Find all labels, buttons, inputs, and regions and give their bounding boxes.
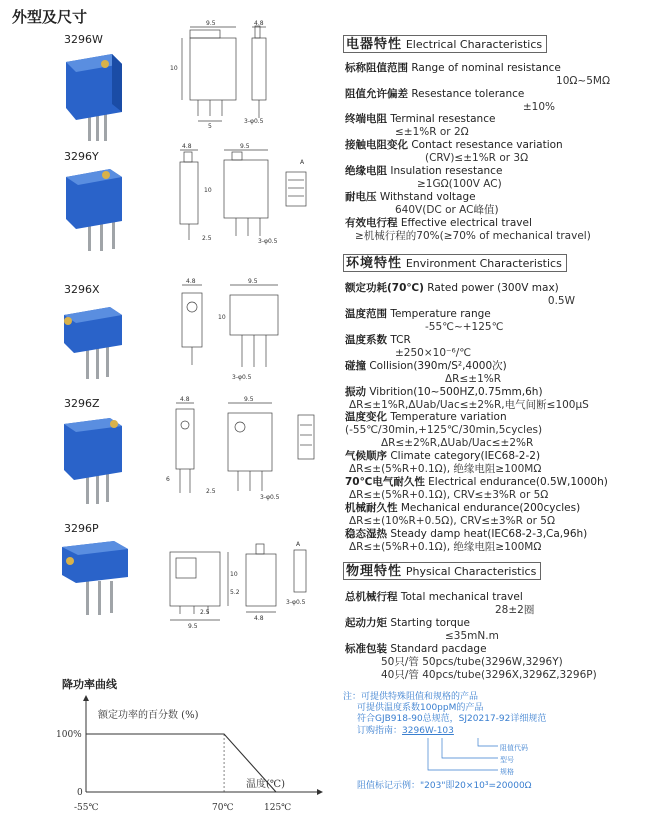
spec-climate-category (345, 450, 541, 476)
dim-width: 9.5 (188, 623, 198, 630)
spec-label-zh: 70℃电气耐久性 (345, 476, 425, 488)
dim-depth: 4.8 (254, 20, 264, 27)
dim-depth: 4.8 (182, 143, 192, 150)
spec-value: ΔR≤±2%R,ΔUab/Uac≤±2%R (381, 437, 534, 449)
physical-head-zh: 物理特性 (346, 564, 403, 579)
dim-pin: 3-φ0.5 (260, 494, 280, 501)
spec-label-en: Range of nominal resistance (411, 62, 561, 74)
spec-label-zh: 有效电行程 (345, 217, 398, 229)
order-guide-label: 订购指南： (357, 726, 403, 736)
environment-head-zh: 环境特性 (346, 256, 403, 271)
environment-section-header (343, 254, 567, 272)
spec-value: ≤35mN.m (445, 630, 499, 642)
spec-label-en: Starting torque (390, 617, 471, 629)
spec-value: ΔR≤±1%R (445, 373, 502, 385)
spec-label-zh: 温度范围 (345, 308, 387, 320)
spec-value: ΔR≤±(5%R+0.1Ω), CRV≤±3%R or 5Ω (349, 489, 549, 501)
dim-pin: 3-φ0.5 (244, 118, 264, 125)
dim-pitch-vertical: 5.2 (230, 589, 240, 596)
spec-label-en: Rated power (300V max) (427, 282, 559, 294)
dim-pin: 3-φ0.5 (232, 374, 252, 381)
spec-standard-package (345, 643, 597, 682)
dim-width: 9.5 (248, 278, 258, 285)
potentiometer-3296p-photo (58, 537, 133, 617)
dimension-drawing-3296p (160, 530, 330, 630)
spec-label-zh: 阻值允许偏差 (345, 88, 408, 100)
spec-label-zh: 标准包装 (345, 643, 387, 655)
legend-resistance-code: 阻值代码 (500, 744, 528, 752)
spec-label-en: Collision(390m/S²,4000次) (369, 360, 507, 372)
spec-vibration (345, 386, 589, 412)
spec-label-en: Resestance tolerance (411, 88, 525, 100)
physical-head-en: Physical Characteristics (405, 565, 537, 578)
spec-value: (CRV)≤±1%R or 3Ω (425, 152, 529, 164)
spec-value: 640V(DC or AC峰值) (395, 204, 499, 216)
potentiometer-3296x-photo (60, 297, 130, 382)
dim-pitch: 2.5 (200, 609, 210, 616)
dim-pitch: 2.5 (206, 488, 216, 495)
spec-label-en: Mechanical endurance(200cycles) (400, 502, 581, 514)
model-label-3296z: 3296Z (64, 397, 100, 410)
spec-label-zh: 耐电压 (345, 191, 377, 203)
potentiometer-3296w-photo (60, 48, 130, 143)
spec-value: ≤±1%R or 2Ω (395, 126, 469, 138)
spec-steady-damp-heat (345, 528, 587, 554)
spec-starting-torque (345, 617, 499, 643)
legend-model: 型号 (500, 756, 514, 764)
dim-height: 10 (218, 314, 226, 321)
spec-label-zh: 温度系数 (345, 334, 387, 346)
spec-collision (345, 360, 507, 386)
dim-width: 9.5 (244, 396, 254, 403)
spec-label-en: Vibrition(10~500HZ,0.75mm,6h) (369, 386, 543, 398)
dim-depth: 4.8 (186, 278, 196, 285)
y-tick-100: 100% (56, 730, 82, 740)
spec-value: ΔR≤±1%R,ΔUab/Uac≤±2%R,电气间断≤100μS (349, 399, 589, 411)
dim-height: 6 (166, 476, 170, 483)
model-label-3296x: 3296X (64, 283, 100, 296)
electrical-section-header (343, 35, 547, 53)
x-tick-125: 125℃ (264, 803, 292, 813)
spec-label-zh: 气候顺序 (345, 450, 387, 462)
spec-value: -55℃~+125℃ (425, 321, 504, 333)
spec-label-en: Withstand voltage (379, 191, 476, 203)
note-line-1: 注：可提供特殊阻值和规格的产品 (343, 692, 479, 702)
spec-condition: (-55℃/30min,+125℃/30min,5cycles) (345, 424, 543, 436)
order-code: 3296W-103 (402, 726, 454, 736)
derating-chart (56, 688, 330, 823)
spec-mechanical-travel (345, 591, 534, 617)
dim-height: 10 (170, 65, 178, 72)
x-tick-minus55: -55℃ (74, 803, 99, 813)
dim-depth: 4.8 (254, 615, 264, 622)
spec-label-zh: 温度变化 (345, 411, 387, 423)
dim-width: 9.5 (206, 20, 216, 27)
dimension-drawing-3296x (160, 275, 310, 387)
spec-temperature-range (345, 308, 503, 334)
spec-terminal-resistance (345, 113, 495, 139)
dim-a-marker: A (300, 159, 305, 166)
spec-label-en: Temperature variation (390, 411, 507, 423)
dim-pitch: 2.5 (202, 235, 212, 242)
resistance-marking-example: 阻值标记示例："203"即20×10³=20000Ω (357, 781, 532, 791)
spec-label-en: Electrical endurance(0.5W,1000h) (428, 476, 608, 488)
spec-value: ±250×10⁻⁶/℃ (395, 347, 472, 359)
spec-value: 10Ω~5MΩ (556, 75, 610, 87)
model-label-3296y: 3296Y (64, 150, 99, 163)
spec-label-en: Effective electrical travel (400, 217, 532, 229)
order-guide (357, 726, 454, 737)
spec-value: ΔR≤±(5%R+0.1Ω), 绝缘电阻≥100MΩ (349, 463, 542, 475)
spec-label-en: Steady damp heat(IEC68-2-3,Ca,96h) (390, 528, 588, 540)
spec-value: 0.5W (547, 295, 575, 307)
dim-pin: 3-φ0.5 (258, 238, 278, 245)
spec-label-zh: 接触电阻变化 (345, 139, 408, 151)
spec-label-en: Contact resestance variation (411, 139, 563, 151)
spec-value: ΔR≤±(5%R+0.1Ω), 绝缘电阻≥100MΩ (349, 541, 542, 553)
spec-nominal-resistance (345, 62, 610, 88)
spec-value: 40只/管 40pcs/tube(3296X,3296Z,3296P) (381, 669, 597, 681)
model-label-3296p: 3296P (64, 522, 99, 535)
spec-value: ±10% (522, 101, 555, 113)
dim-height: 10 (204, 187, 212, 194)
note-line-2: 可提供温度系数100ppM的产品 (357, 703, 484, 713)
environment-head-en: Environment Characteristics (405, 257, 562, 270)
dim-pin: 3-φ0.5 (286, 599, 306, 606)
derating-title: 降功率曲线 (62, 678, 117, 691)
page-title: 外型及尺寸 (12, 8, 88, 26)
potentiometer-3296y-photo (60, 163, 130, 253)
spec-withstand-voltage (345, 191, 499, 217)
dim-pitch: 5 (208, 123, 212, 130)
legend-spec: 规格 (500, 768, 514, 776)
physical-section-header (343, 562, 541, 580)
spec-value: ≥机械行程的70%(≥70% of mechanical travel) (355, 230, 591, 242)
spec-label-en: Total mechanical travel (400, 591, 523, 603)
spec-label-zh: 标称阻值范围 (345, 62, 408, 74)
spec-tcr (345, 334, 471, 360)
model-label-3296w: 3296W (64, 33, 103, 46)
spec-label-zh: 总机械行程 (345, 591, 398, 603)
spec-insulation-resistance (345, 165, 502, 191)
spec-electrical-endurance (345, 476, 608, 502)
spec-mechanical-endurance (345, 502, 580, 528)
spec-label-zh: 机械耐久性 (345, 502, 398, 514)
dim-depth: 4.8 (180, 396, 190, 403)
spec-rated-power (345, 282, 575, 308)
derating-inner-label: 额定功率的百分数 (%) (98, 710, 199, 721)
spec-label-zh: 起动力矩 (345, 617, 387, 629)
potentiometer-3296z-photo (58, 412, 130, 507)
dimension-drawing-3296z (160, 395, 335, 507)
spec-label-zh: 稳态湿热 (345, 528, 387, 540)
spec-label-en: Terminal resestance (390, 113, 496, 125)
y-tick-0: 0 (77, 788, 83, 798)
spec-label-en: TCR (390, 334, 411, 346)
spec-label-en: Temperature range (390, 308, 491, 320)
spec-value: 28±2圈 (495, 604, 535, 616)
spec-label-zh: 终端电阻 (345, 113, 387, 125)
spec-label-en: Insulation resestance (390, 165, 503, 177)
dimension-drawing-3296w (160, 18, 280, 130)
dimension-drawing-3296y (160, 142, 335, 254)
dim-a-marker: A (296, 541, 301, 548)
spec-contact-resistance (345, 139, 563, 165)
spec-value: 50只/管 50pcs/tube(3296W,3296Y) (381, 656, 563, 668)
note-line-3: 符合GJB918-90总规范，SJ20217-92详细规范 (357, 714, 547, 724)
x-axis-label: 温度(℃) (246, 779, 285, 790)
spec-value: ≥1GΩ(100V AC) (417, 178, 502, 190)
spec-tolerance (345, 88, 555, 114)
electrical-head-en: Electrical Characteristics (405, 38, 543, 51)
spec-label-zh: 额定功耗(70℃) (345, 282, 424, 294)
dim-height: 10 (230, 571, 238, 578)
electrical-head-zh: 电器特性 (346, 37, 403, 52)
spec-temperature-variation (345, 411, 542, 450)
spec-label-zh: 振动 (345, 386, 366, 398)
spec-label-zh: 碰撞 (345, 360, 366, 372)
spec-label-zh: 绝缘电阻 (345, 165, 387, 177)
x-tick-70: 70℃ (212, 803, 234, 813)
spec-label-en: Climate category(IEC68-2-2) (390, 450, 541, 462)
dim-width: 9.5 (240, 143, 250, 150)
spec-value: ΔR≤±(10%R+0.5Ω), CRV≤±3%R or 5Ω (349, 515, 556, 527)
spec-label-en: Standard pacdage (390, 643, 487, 655)
spec-effective-travel (345, 217, 591, 243)
